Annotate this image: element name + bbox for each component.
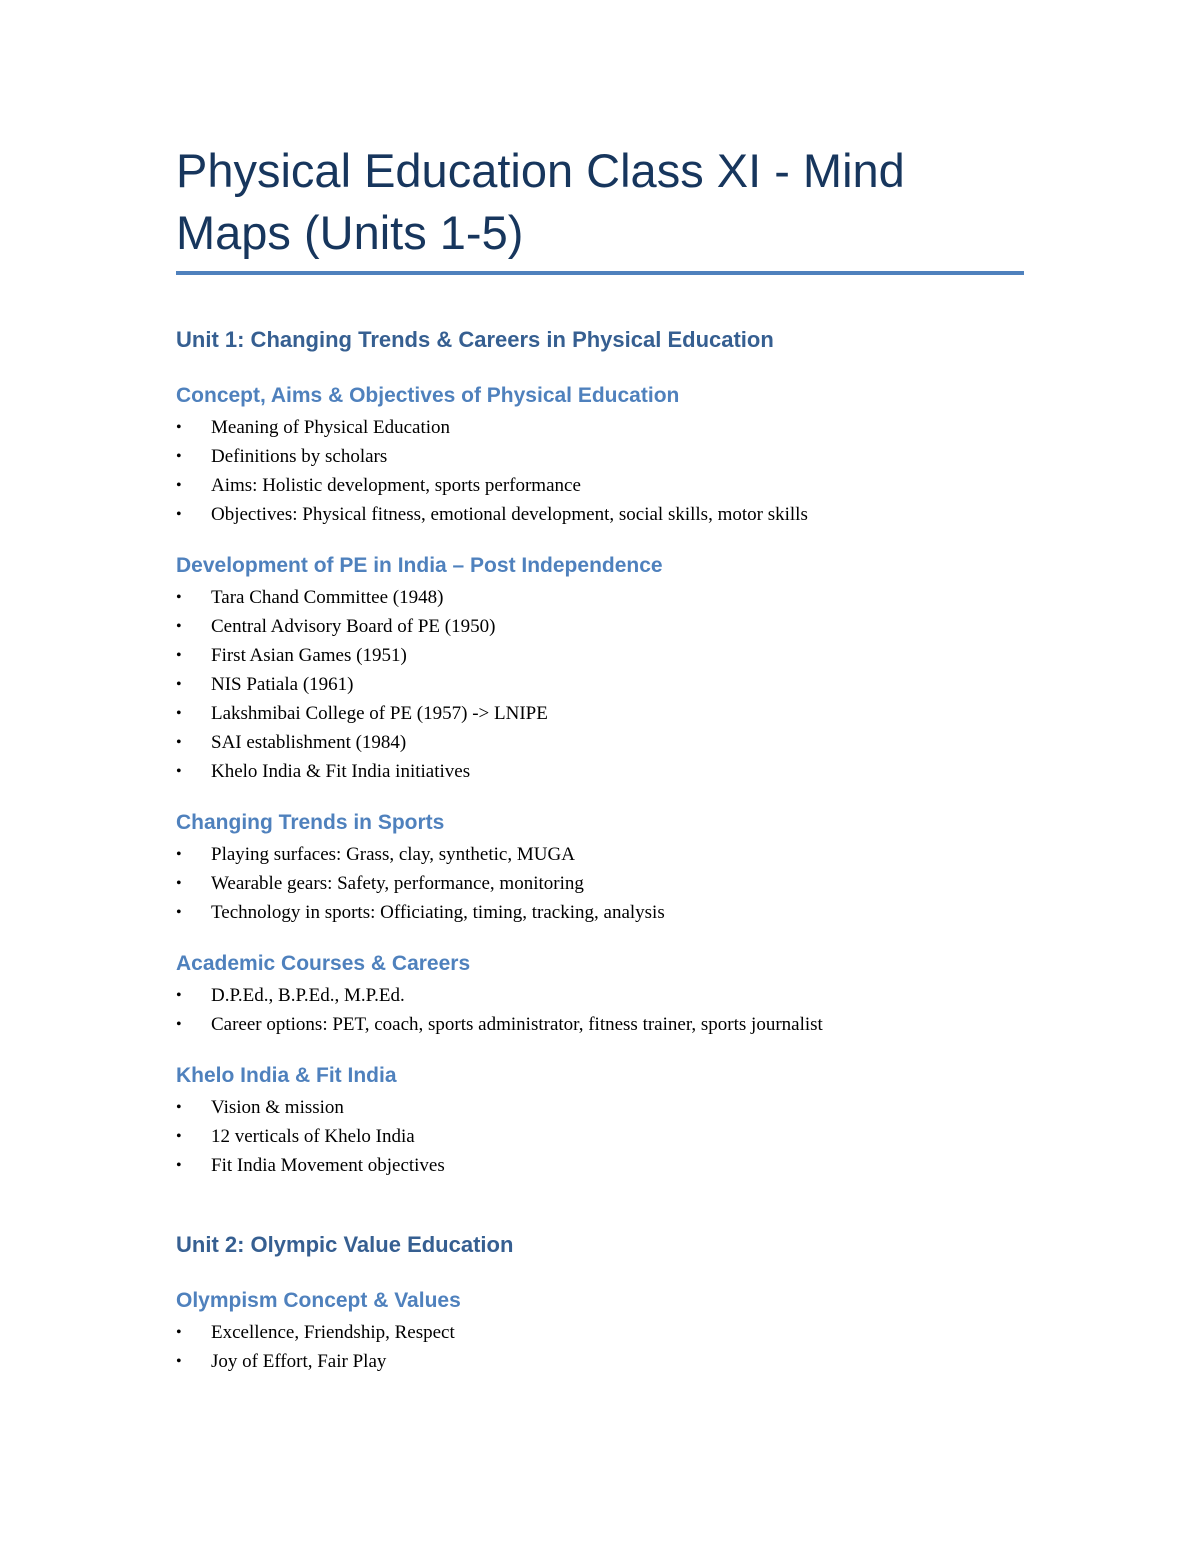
- list-item: • Tara Chand Committee (1948): [176, 583, 1024, 612]
- list-item: • Playing surfaces: Grass, clay, synthetic, MUGA: [176, 840, 1024, 869]
- concept-aims-list: [176, 413, 1024, 529]
- list-item: • NIS Patiala (1961): [176, 670, 1024, 699]
- list-item: • Aims: Holistic development, sports performance: [176, 471, 1024, 500]
- bullet-icon: •: [176, 1099, 182, 1116]
- section-trends-heading: Changing Trends in Sports: [176, 811, 445, 834]
- list-item: • First Asian Games (1951): [176, 641, 1024, 670]
- bullet-icon: •: [176, 506, 182, 523]
- list-item: • Joy of Effort, Fair Play: [176, 1347, 1024, 1376]
- list-item: • Lakshmibai College of PE (1957) -> LNIPE: [176, 699, 1024, 728]
- bullet-icon: •: [176, 589, 182, 606]
- bullet-icon: •: [176, 904, 182, 921]
- section-olympism-heading: Olympism Concept & Values: [176, 1289, 461, 1312]
- olympism-list: [176, 1318, 1024, 1376]
- bullet-icon: •: [176, 1157, 182, 1174]
- bullet-icon: •: [176, 705, 182, 722]
- list-item: • Vision & mission: [176, 1093, 1024, 1122]
- courses-list: [176, 981, 1024, 1039]
- list-item: • Career options: PET, coach, sports administrator, fitness trainer, sports journalist: [176, 1010, 1024, 1039]
- bullet-icon: •: [176, 1324, 182, 1341]
- unit-2-heading: Unit 2: Olympic Value Education: [176, 1232, 514, 1257]
- bullet-icon: •: [176, 763, 182, 780]
- bullet-icon: •: [176, 875, 182, 892]
- title-underline: [176, 271, 1024, 275]
- bullet-icon: •: [176, 1016, 182, 1033]
- development-list: [176, 583, 1024, 786]
- bullet-icon: •: [176, 987, 182, 1004]
- section-courses-heading: Academic Courses & Careers: [176, 952, 471, 975]
- document-title: Physical Education Class XI - Mind Maps (Units 1-5): [176, 144, 905, 259]
- list-item: • Khelo India & Fit India initiatives: [176, 757, 1024, 786]
- bullet-icon: •: [176, 846, 182, 863]
- bullet-icon: •: [176, 647, 182, 664]
- list-item: • Wearable gears: Safety, performance, monitoring: [176, 869, 1024, 898]
- list-item: • 12 verticals of Khelo India: [176, 1122, 1024, 1151]
- list-item: • Objectives: Physical fitness, emotional development, social skills, motor skills: [176, 500, 1024, 529]
- bullet-icon: •: [176, 448, 182, 465]
- section-development-heading: Development of PE in India – Post Independence: [176, 554, 663, 577]
- section-concept-aims-heading: Concept, Aims & Objectives of Physical Education: [176, 384, 680, 407]
- bullet-icon: •: [176, 676, 182, 693]
- bullet-icon: •: [176, 477, 182, 494]
- list-item: • D.P.Ed., B.P.Ed., M.P.Ed.: [176, 981, 1024, 1010]
- section-khelo-fit-heading: Khelo India & Fit India: [176, 1064, 397, 1087]
- bullet-icon: •: [176, 1128, 182, 1145]
- list-item: • Definitions by scholars: [176, 442, 1024, 471]
- unit-1-heading: Unit 1: Changing Trends & Careers in Physical Education: [176, 327, 774, 352]
- list-item: • Central Advisory Board of PE (1950): [176, 612, 1024, 641]
- list-item: • Technology in sports: Officiating, timing, tracking, analysis: [176, 898, 1024, 927]
- list-item: • Excellence, Friendship, Respect: [176, 1318, 1024, 1347]
- bullet-icon: •: [176, 734, 182, 751]
- bullet-icon: •: [176, 419, 182, 436]
- list-item: • Meaning of Physical Education: [176, 413, 1024, 442]
- khelo-fit-list: [176, 1093, 1024, 1180]
- bullet-icon: •: [176, 1353, 182, 1370]
- document-page: [176, 140, 1024, 1376]
- list-item: • Fit India Movement objectives: [176, 1151, 1024, 1180]
- list-item: • SAI establishment (1984): [176, 728, 1024, 757]
- trends-list: [176, 840, 1024, 927]
- bullet-icon: •: [176, 618, 182, 635]
